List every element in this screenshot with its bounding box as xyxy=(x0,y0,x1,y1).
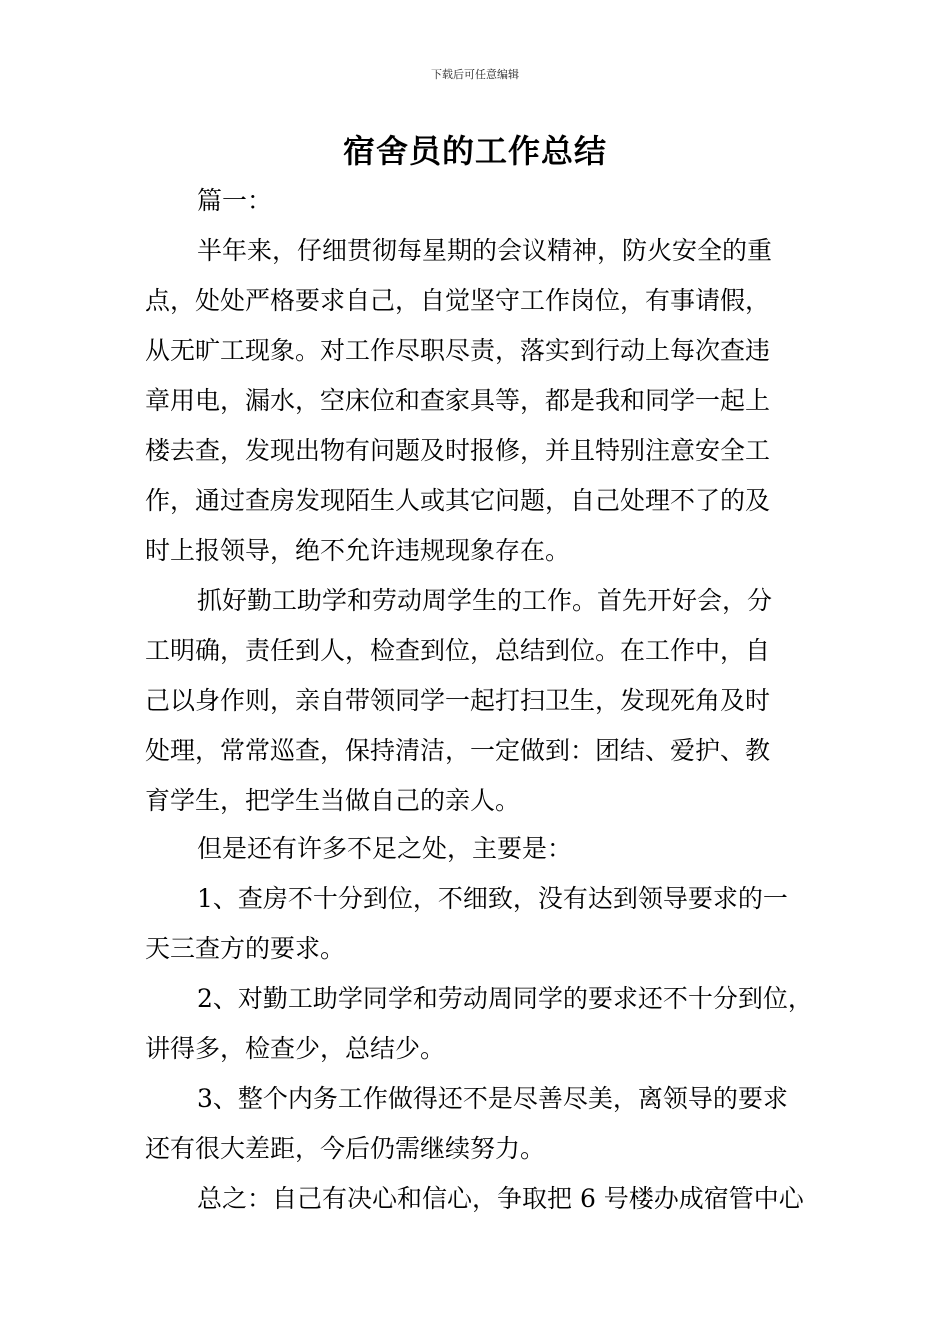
list-item-line: 天三查方的要求。 xyxy=(145,934,346,963)
paragraph-line: 点，处处严格要求自己，自觉坚守工作岗位，有事请假， xyxy=(145,286,771,315)
paragraph-line: 章用电，漏水，空床位和查家具等，都是我和同学一起上 xyxy=(145,386,771,415)
paragraph-line: 抓好勤工助学和劳动周学生的工作。首先开好会，分 xyxy=(197,586,773,615)
paragraph-line: 作，通过查房发现陌生人或其它问题，自己处理不了的及 xyxy=(145,486,771,515)
document-title: 宿舍员的工作总结 xyxy=(342,132,607,170)
list-item-line: 2、对勤工助学同学和劳动周同学的要求还不十分到位， xyxy=(197,984,813,1013)
list-item-line: 还有很大差距，今后仍需继续努力。 xyxy=(145,1134,546,1163)
paragraph-line: 时上报领导，绝不允许违规现象存在。 xyxy=(145,536,571,565)
section-label: 篇一： xyxy=(197,186,273,215)
list-item-line: 3、整个内务工作做得还不是尽善尽美，离领导的要求 xyxy=(197,1084,788,1113)
paragraph-line: 楼去查，发现出物有问题及时报修，并且特别注意安全工 xyxy=(145,436,771,465)
paragraph-line: 半年来，仔细贯彻每星期的会议精神，防火安全的重 xyxy=(197,236,773,265)
paragraph-line: 总之：自己有决心和信心，争取把 6 号楼办成宿管中心 xyxy=(197,1184,804,1213)
paragraph-line: 己以身作则，亲自带领同学一起打扫卫生，发现死角及时 xyxy=(145,686,771,715)
list-item-line: 1、查房不十分到位，不细致，没有达到领导要求的一 xyxy=(197,884,788,913)
header-note: 下载后可任意编辑 xyxy=(431,68,519,81)
paragraph-line: 从无旷工现象。对工作尽职尽责，落实到行动上每次查违 xyxy=(145,336,771,365)
paragraph-line: 但是还有许多不足之处，主要是： xyxy=(197,834,573,863)
paragraph-line: 处理，常常巡查，保持清洁，一定做到：团结、爱护、教 xyxy=(145,736,771,765)
paragraph-line: 育学生，把学生当做自己的亲人。 xyxy=(145,786,521,815)
list-item-line: 讲得多，检查少，总结少。 xyxy=(145,1034,446,1063)
paragraph-line: 工明确，责任到人，检查到位，总结到位。在工作中，自 xyxy=(145,636,771,665)
